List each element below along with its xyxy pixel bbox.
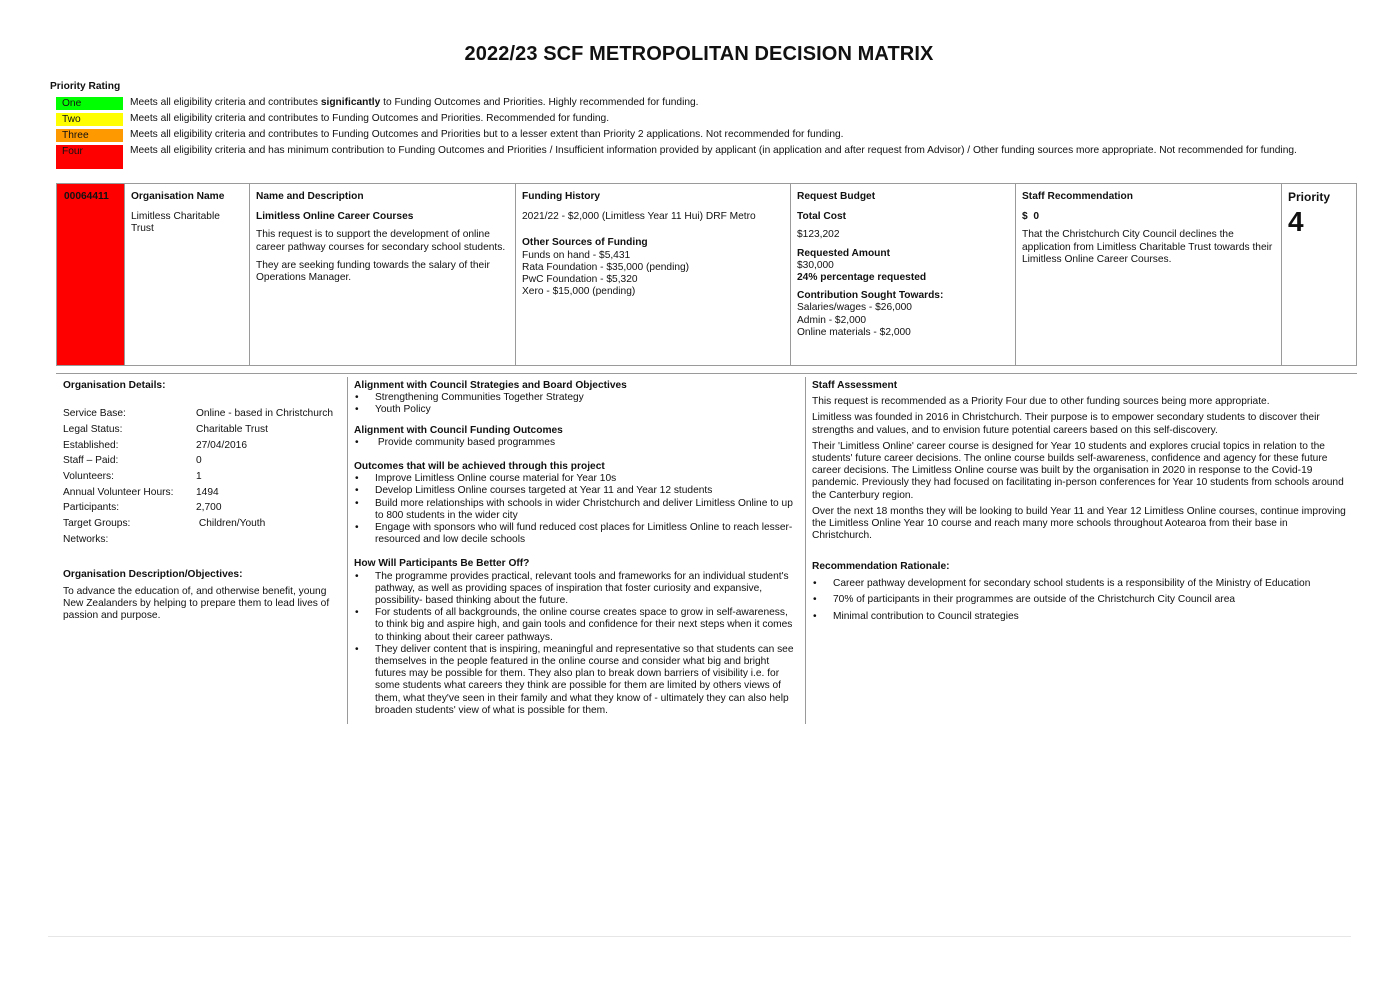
other-source-item: Xero - $15,000 (pending) [522,286,636,298]
detail-value: 1494 [196,486,219,498]
assessment-paragraph: This request is recommended as a Priority Four due to other funding sources being more appropriate. [812,396,1270,408]
detail-label: Participants: [63,502,120,514]
detail-staff-paid [63,453,341,469]
better-off-heading: How Will Participants Be Better Off? [354,558,530,570]
detail-established [63,438,341,454]
priority-rating-legend [56,97,1316,172]
list-item: • Provide community based programmes [354,437,797,449]
funding-history-header: Funding History [522,191,601,202]
list-item: • The programme provides practical, relevant tools and frameworks for an individual student's pathway, as well as providing spaces of inspiration that foster curiosity and expansive, possibility- based thinking about the future. [354,571,797,608]
other-sources-header: Other Sources of Funding [522,237,648,249]
staff-recommendation-header: Staff Recommendation [1022,191,1133,202]
priority-swatch-four: Four [56,145,123,169]
priority-row-four [56,145,1316,169]
outcomes-list [354,473,797,546]
detail-label: Volunteers: [63,470,114,482]
alignment-column [348,377,806,724]
funding-history-entry: 2021/22 - $2,000 (Limitless Year 11 Hui) DRF Metro [522,211,756,223]
detail-value: 2,700 [196,502,222,514]
organisation-description-heading: Organisation Description/Objectives: [63,569,243,581]
contribution-item: Salaries/wages - $26,000 [797,302,912,314]
detail-value [196,532,341,548]
detail-participants [63,500,341,516]
contribution-item: Online materials - $2,000 [797,326,911,338]
funding-history-cell [516,184,791,365]
other-source-item: PwC Foundation - $5,320 [522,274,638,286]
organisation-details-heading: Organisation Details: [63,380,166,391]
organisation-name-cell [125,184,250,365]
list-item: • Build more relationships with schools in wider Christchurch and deliver Limitless Online to up to 800 students in the wider city [354,498,797,522]
detail-value: Online - based in Christchurch [196,408,334,420]
detail-target-groups [63,516,341,532]
detail-label: Service Base: [63,408,126,420]
detail-volunteers [63,469,341,485]
priority-row-two [56,113,1316,126]
detail-label: Established: [63,439,119,451]
staff-recommendation-text: That the Christchurch City Council declines the application from Limitless Charitable Trust towards their Limitless Online Career Courses. [1022,229,1273,265]
requested-amount-label: Requested Amount [797,247,891,259]
list-item: • They deliver content that is inspiring, meaningful and representative so that students can see themselves in the people featured in the online course and consider what big and bright futures may be possible for them. They also plan to break down barriers of visibility i.e. for some students what careers they think are possible for them are limited by others views of them, what they've seen in their family and what they know of - ultimately they can also help broaden students' view of what is possible for them. [354,644,797,717]
priority-desc-one-emphasis: significantly [320,97,381,108]
staff-recommendation-cell [1016,184,1282,365]
organisation-details-column [56,377,348,724]
strategies-list [354,392,797,416]
priority-desc-one-text: Meets all eligibility criteria and contributes [130,97,321,108]
detail-annual-volunteer-hours [63,485,341,501]
priority-row-one [56,97,1316,110]
list-item: • Develop Limitless Online courses targeted at Year 11 and Year 12 students [354,485,797,497]
strategies-heading: Alignment with Council Strategies and Board Objectives [354,380,627,391]
project-description-1: This request is to support the development of online career pathway courses for secondary school students. [256,229,506,253]
list-item: • Youth Policy [354,404,797,416]
detail-label: Networks: [63,533,109,545]
list-item: • Career pathway development for secondary school students is a responsibility of the Ministry of Education [812,578,1349,590]
assessment-paragraph: Over the next 18 months they will be looking to build Year 11 and Year 12 Limitless Online courses, continue improving the Limitless Online Year 10 course and reach many more schools throughout Aotearoa from their base in Christchurch. [812,505,1346,542]
requested-amount-value: $30,000 [797,259,834,271]
detail-value: 27/04/2016 [196,439,247,451]
priority-desc-four: Meets all eligibility criteria and has minimum contribution to Funding Outcomes and Priorities / Insufficient information provided by applicant (in application and after request from Advisor) / Other funding sources more appropriate. Not recommended for funding. [130,145,1297,156]
priority-rating-heading: Priority Rating [50,81,121,92]
priority-swatch-one: One [56,97,123,110]
better-off-list [354,571,797,717]
application-summary-table [56,183,1357,366]
list-item: • Minimal contribution to Council strategies [812,611,1349,623]
list-item: • Engage with sponsors who will fund reduced cost places for Limitless Online to reach lesser-resourced and low decile schools [354,522,797,546]
detail-legal-status [63,422,341,438]
name-description-cell [250,184,516,365]
detail-label: Staff – Paid: [63,455,119,467]
funding-outcomes-list [354,437,797,449]
priority-cell [1282,184,1356,365]
detail-value: 1 [196,470,202,482]
contribution-item: Admin - $2,000 [797,314,867,326]
assessment-section [56,377,1357,724]
detail-networks [63,532,341,548]
detail-value: Children/Youth [196,518,266,530]
list-item: • 70% of participants in their programmes are outside of the Christchurch City Council area [812,594,1349,606]
recommended-amount: $ 0 [1022,211,1039,223]
request-budget-header: Request Budget [797,191,876,202]
priority-swatch-three: Three [56,129,123,142]
requested-percentage: 24% percentage requested [797,272,927,284]
assessment-paragraph: Their 'Limitless Online' career course is designed for Year 10 students and explores crucial topics in relation to the students' future career decisions. The online course builds self-awareness, confidence and agency for these future career decisions. The Limitless Online course was built by the organisation in 2020 in response to the Covid-19 pandemic. Previously they had focused on facilitating in-person conferences for Year 10 students from schools around the Canterbury region. [812,440,1344,501]
detail-value: 0 [196,455,202,467]
priority-swatch-two: Two [56,113,123,126]
total-cost-value: $123,202 [797,229,840,241]
assessment-paragraph: Limitless was founded in 2016 in Christchurch. Their purpose is to empower secondary students to discover their strengths and values, and to envision future potential careers based on this self-discovery. [812,412,1320,436]
organisation-name: Limitless Charitable Trust [131,211,220,235]
detail-value: Charitable Trust [196,423,268,435]
document-title: 2022/23 SCF METROPOLITAN DECISION MATRIX [464,43,934,65]
name-description-header: Name and Description [256,191,364,202]
section-divider [56,373,1357,374]
project-name: Limitless Online Career Courses [256,211,414,223]
priority-desc-one-text-end: to Funding Outcomes and Priorities. Highly recommended for funding. [380,97,699,108]
outcomes-heading: Outcomes that will be achieved through this project [354,461,605,473]
priority-row-three [56,129,1316,142]
total-cost-label: Total Cost [797,211,847,223]
other-source-item: Rata Foundation - $35,000 (pending) [522,261,690,273]
contribution-label: Contribution Sought Towards: [797,290,944,302]
funding-outcomes-heading: Alignment with Council Funding Outcomes [354,424,563,436]
list-item: • Strengthening Communities Together Strategy [354,392,797,404]
priority-desc-three: Meets all eligibility criteria and contributes to Funding Outcomes and Priorities but to a lesser extent than Priority 2 applications. Not recommended for funding. [130,129,844,140]
project-description-2: They are seeking funding towards the salary of their Operations Manager. [256,259,490,284]
detail-label: Annual Volunteer Hours: [63,486,174,498]
footer-divider [48,936,1351,937]
priority-desc-one [123,97,1316,109]
list-item: • For students of all backgrounds, the online course creates space to grow in self-awareness, to think big and aspire high, and gain tools and confidence for their next steps when it comes to thinking about their career pathways. [354,607,797,644]
application-id: 00064411 [57,184,125,365]
other-source-item: Funds on hand - $5,431 [522,249,631,261]
staff-assessment-column [806,377,1357,724]
organisation-name-header: Organisation Name [131,191,225,202]
request-budget-cell [791,184,1016,365]
detail-service-base [63,406,341,422]
list-item: • Improve Limitless Online course material for Year 10s [354,473,797,485]
organisation-description-text: To advance the education of, and otherwise benefit, young New Zealanders by helping to prepare them to lead lives of passion and purpose. [63,585,330,621]
detail-label: Legal Status: [63,423,123,435]
priority-value: 4 [1288,206,1304,238]
rationale-list [812,578,1349,623]
priority-header: Priority [1288,190,1331,204]
detail-label: Target Groups: [63,518,131,530]
rationale-heading: Recommendation Rationale: [812,561,950,573]
staff-assessment-heading: Staff Assessment [812,380,898,391]
priority-desc-two: Meets all eligibility criteria and contributes to Funding Outcomes and Priorities. Recommended for funding. [130,113,610,124]
